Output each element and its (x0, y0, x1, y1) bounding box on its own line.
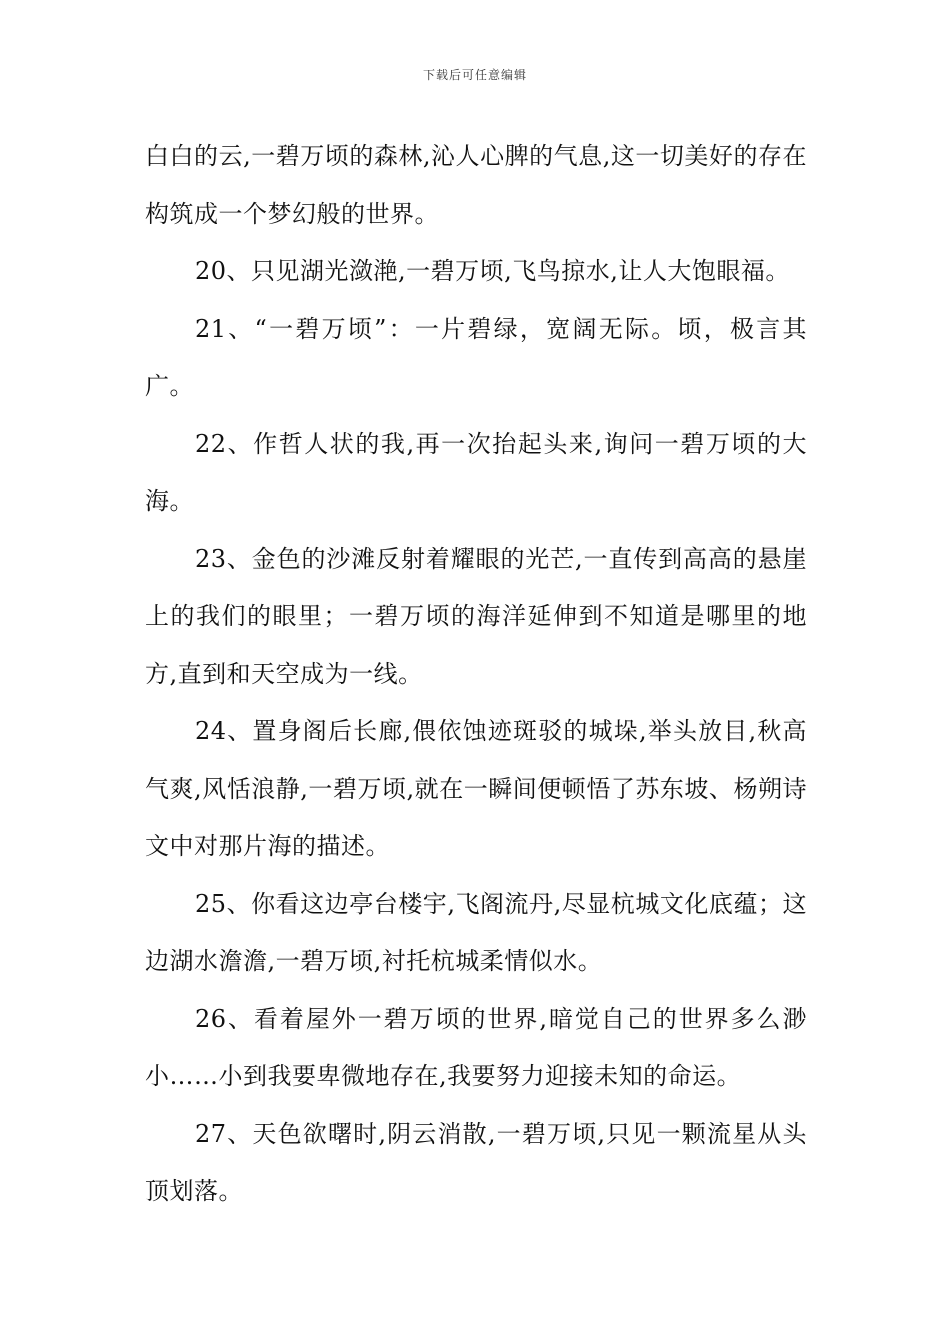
page-header: 下载后可任意编辑 (422, 68, 527, 82)
paragraph-25: 25、你看这边亭台楼宇,飞阁流丹,尽显杭城文化底蕴；这边湖水澹澹,一碧万顷,衬托杭城柔情似水。 (145, 889, 807, 975)
document-body (145, 128, 807, 1221)
paragraph-22: 22、作哲人状的我,再一次抬起头来,询问一碧万顷的大海。 (145, 429, 807, 515)
paragraph-continuation: 白白的云,一碧万顷的森林,沁人心脾的气息,这一切美好的存在构筑成一个梦幻般的世界。 (145, 142, 807, 228)
paragraph-27: 27、天色欲曙时,阴云消散,一碧万顷,只见一颗流星从头顶划落。 (145, 1119, 807, 1205)
paragraph-20: 20、只见湖光潋滟,一碧万顷,飞鸟掠水,让人大饱眼福。 (195, 257, 790, 285)
paragraph-24: 24、置身阁后长廊,偎依蚀迹斑驳的城垛,举头放目,秋高气爽,风恬浪静,一碧万顷,就在一瞬间便顿悟了苏东坡、杨朔诗文中对那片海的描述。 (145, 717, 807, 860)
paragraph-23: 23、金色的沙滩反射着耀眼的光芒,一直传到高高的悬崖上的我们的眼里；一碧万顷的海洋延伸到不知道是哪里的地方,直到和天空成为一线。 (145, 544, 807, 688)
paragraph-21: 21、“一碧万顷”：一片碧绿，宽阔无际。顷，极言其广。 (145, 314, 807, 400)
paragraph-26: 26、看着屋外一碧万顷的世界,暗觉自己的世界多么渺小……小到我要卑微地存在,我要努力迎接未知的命运。 (145, 1004, 807, 1090)
